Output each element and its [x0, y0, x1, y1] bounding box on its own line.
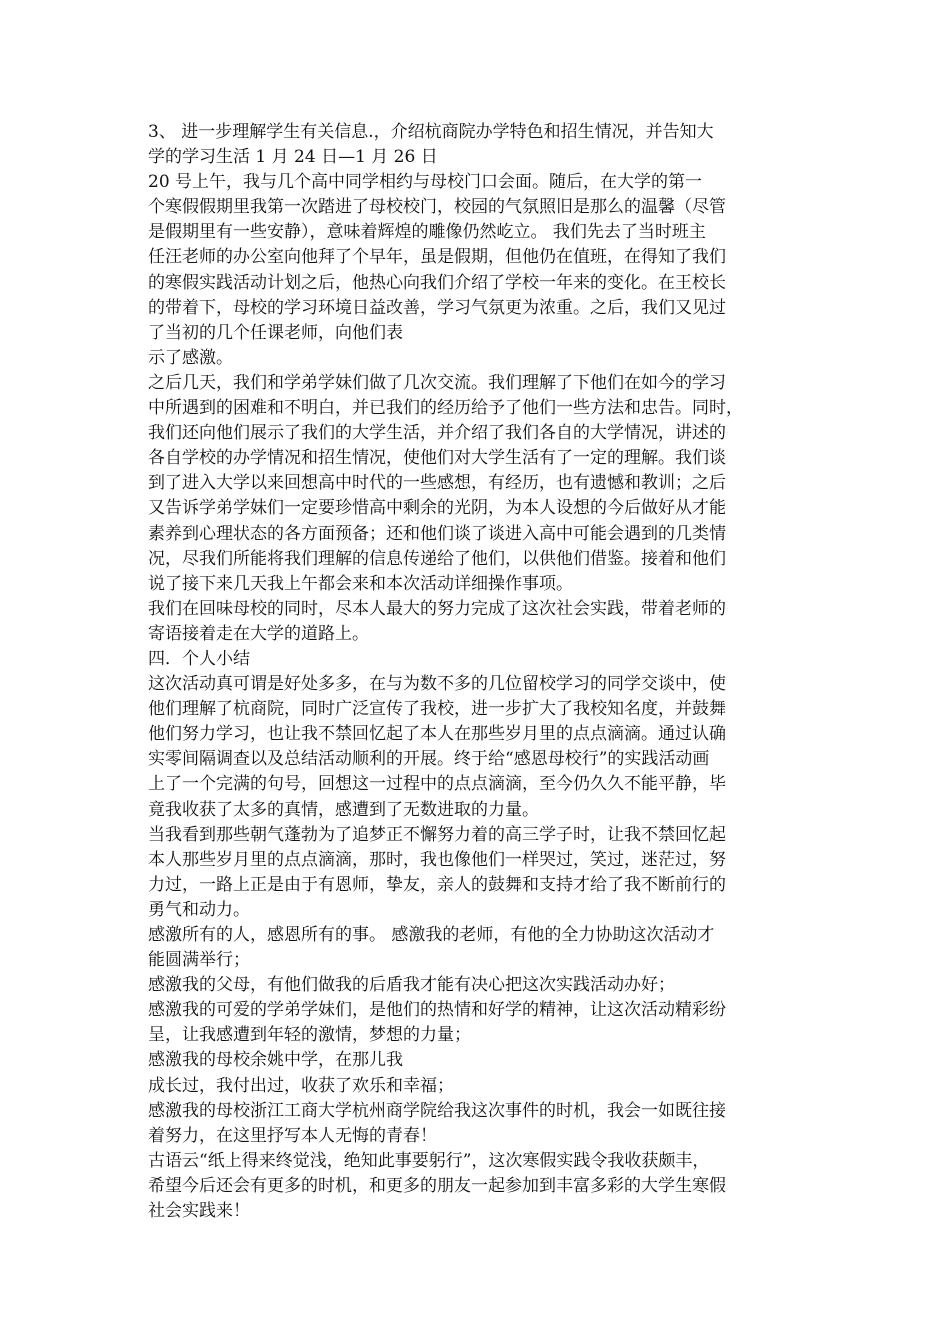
- text-line: 的寒假实践活动计划之后，他热心向我们介绍了学校一年来的变化。在王校长: [148, 272, 726, 293]
- text-line: 各自学校的办学情况和招生情况，使他们对大学生活有了一定的理解。我们谈: [148, 448, 726, 469]
- text-line: 20 号上午，我与几个高中同学相约与母校门口会面。随后，在大学的第一: [148, 172, 703, 193]
- text-line: 寄语接着走在大学的道路上。: [148, 623, 369, 644]
- text-line: 说了接下来几天我上午都会来和本次活动详细操作事项。: [148, 573, 573, 594]
- text-line: 的带着下，母校的学习环境日益改善，学习气氛更为浓重。之后，我们又见过: [148, 297, 726, 318]
- text-line: 感激我的可爱的学弟学妹们，是他们的热情和好学的精神，让这次活动精彩纷: [148, 1000, 726, 1021]
- text-line: 他们努力学习，也让我不禁回忆起了本人在那些岁月里的点点滴滴。通过认确: [148, 724, 726, 745]
- text-line: 3、 进一步理解学生有关信息.，介绍杭商院办学特色和招生情况，并告知大: [148, 122, 714, 142]
- text-line: 古语云“纸上得来终觉浅，绝知此事要躬行”，这次寒假实践令我收获颇丰，: [148, 1150, 710, 1171]
- text-line: 感激我的母校余姚中学，在那儿我: [148, 1050, 403, 1071]
- text-line: 呈，让我感遭到年轻的激情，梦想的力量；: [148, 1025, 471, 1046]
- text-line: 实零间隔调查以及总结活动顺利的开展。终于给“感恩母校行”的实践活动画: [148, 749, 710, 770]
- text-line: 又告诉学弟学妹们一定要珍惜高中剩余的光阴，为本人设想的今后做好从才能: [148, 498, 726, 519]
- text-line: 力过，一路上正是由于有恩师，挚友，亲人的鼓舞和支持才给了我不断前行的: [148, 874, 726, 895]
- text-line: 学的学习生活 1 月 24 日—1 月 26 日: [148, 147, 438, 168]
- text-line: 上了一个完满的句号，回想这一过程中的点点滴滴，至今仍久久不能平静，毕: [148, 774, 726, 795]
- text-line: 中所遇到的困难和不明白，并已我们的经历给予了他们一些方法和忠告。同时，: [148, 398, 743, 419]
- text-line: 了当初的几个任课老师，向他们表: [148, 322, 403, 343]
- text-line: 当我看到那些朝气蓬勃为了追梦正不懈努力着的高三学子时，让我不禁回忆起: [148, 824, 726, 845]
- text-line: 我们在回味母校的同时，尽本人最大的努力完成了这次社会实践，带着老师的: [148, 598, 726, 619]
- document-body: [148, 120, 808, 1224]
- text-line: 希望今后还会有更多的时机，和更多的朋友一起参加到丰富多彩的大学生寒假: [148, 1175, 726, 1196]
- text-line: 是假期里有一些安静），意味着辉煌的雕像仍然屹立。 我们先去了当时班主: [148, 222, 706, 243]
- text-line: 感激我的母校浙江工商大学杭州商学院给我这次事件的时机，我会一如既往接: [148, 1100, 726, 1121]
- text-line: 成长过，我付出过，收获了欢乐和幸福；: [148, 1075, 454, 1096]
- text-line: 这次活动真可谓是好处多多，在与为数不多的几位留校学习的同学交谈中，使: [148, 674, 726, 695]
- text-line: 竟我收获了太多的真情，感遭到了无数进取的力量。: [148, 799, 539, 820]
- text-line: 感激所有的人，感恩所有的事。 感激我的老师，有他的全力协助这次活动才: [148, 925, 715, 945]
- text-line: 任汪老师的办公室向他拜了个早年，虽是假期，但他仍在值班，在得知了我们: [148, 247, 726, 268]
- text-line: 示了感激。: [148, 347, 233, 368]
- text-line: 况，尽我们所能将我们理解的信息传递给了他们，以供他们借鉴。接着和他们: [148, 548, 726, 569]
- text-line: 我们还向他们展示了我们的大学生活，并介绍了我们各自的大学情况，讲述的: [148, 423, 726, 444]
- text-line: 他们理解了杭商院，同时广泛宣传了我校，进一步扩大了我校知名度，并鼓舞: [148, 699, 726, 720]
- text-line: 个寒假假期里我第一次踏进了母校校门，校园的气氛照旧是那么的温馨（尽管: [148, 197, 726, 218]
- text-line: 着努力，在这里抒写本人无悔的青春！: [148, 1125, 437, 1146]
- text-line: 到了进入大学以来回想高中时代的一些感想，有经历，也有遗憾和教训；之后: [148, 473, 726, 494]
- text-line: 感激我的父母，有他们做我的后盾我才能有决心把这次实践活动办好；: [148, 975, 675, 996]
- text-line: 勇气和动力。: [148, 899, 250, 920]
- text-line: 本人那些岁月里的点点滴滴，那时，我也像他们一样哭过，笑过，迷茫过，努: [148, 849, 726, 870]
- text-line: 之后几天，我们和学弟学妹们做了几次交流。我们理解了下他们在如今的学习: [148, 372, 726, 393]
- section-heading: 四．个人小结: [148, 648, 250, 669]
- text-line: 能圆满举行；: [148, 950, 250, 971]
- text-line: 社会实践来！: [148, 1201, 250, 1222]
- text-line: 素养到心理状态的各方面预备；还和他们谈了谈进入高中可能会遇到的几类情: [148, 523, 726, 544]
